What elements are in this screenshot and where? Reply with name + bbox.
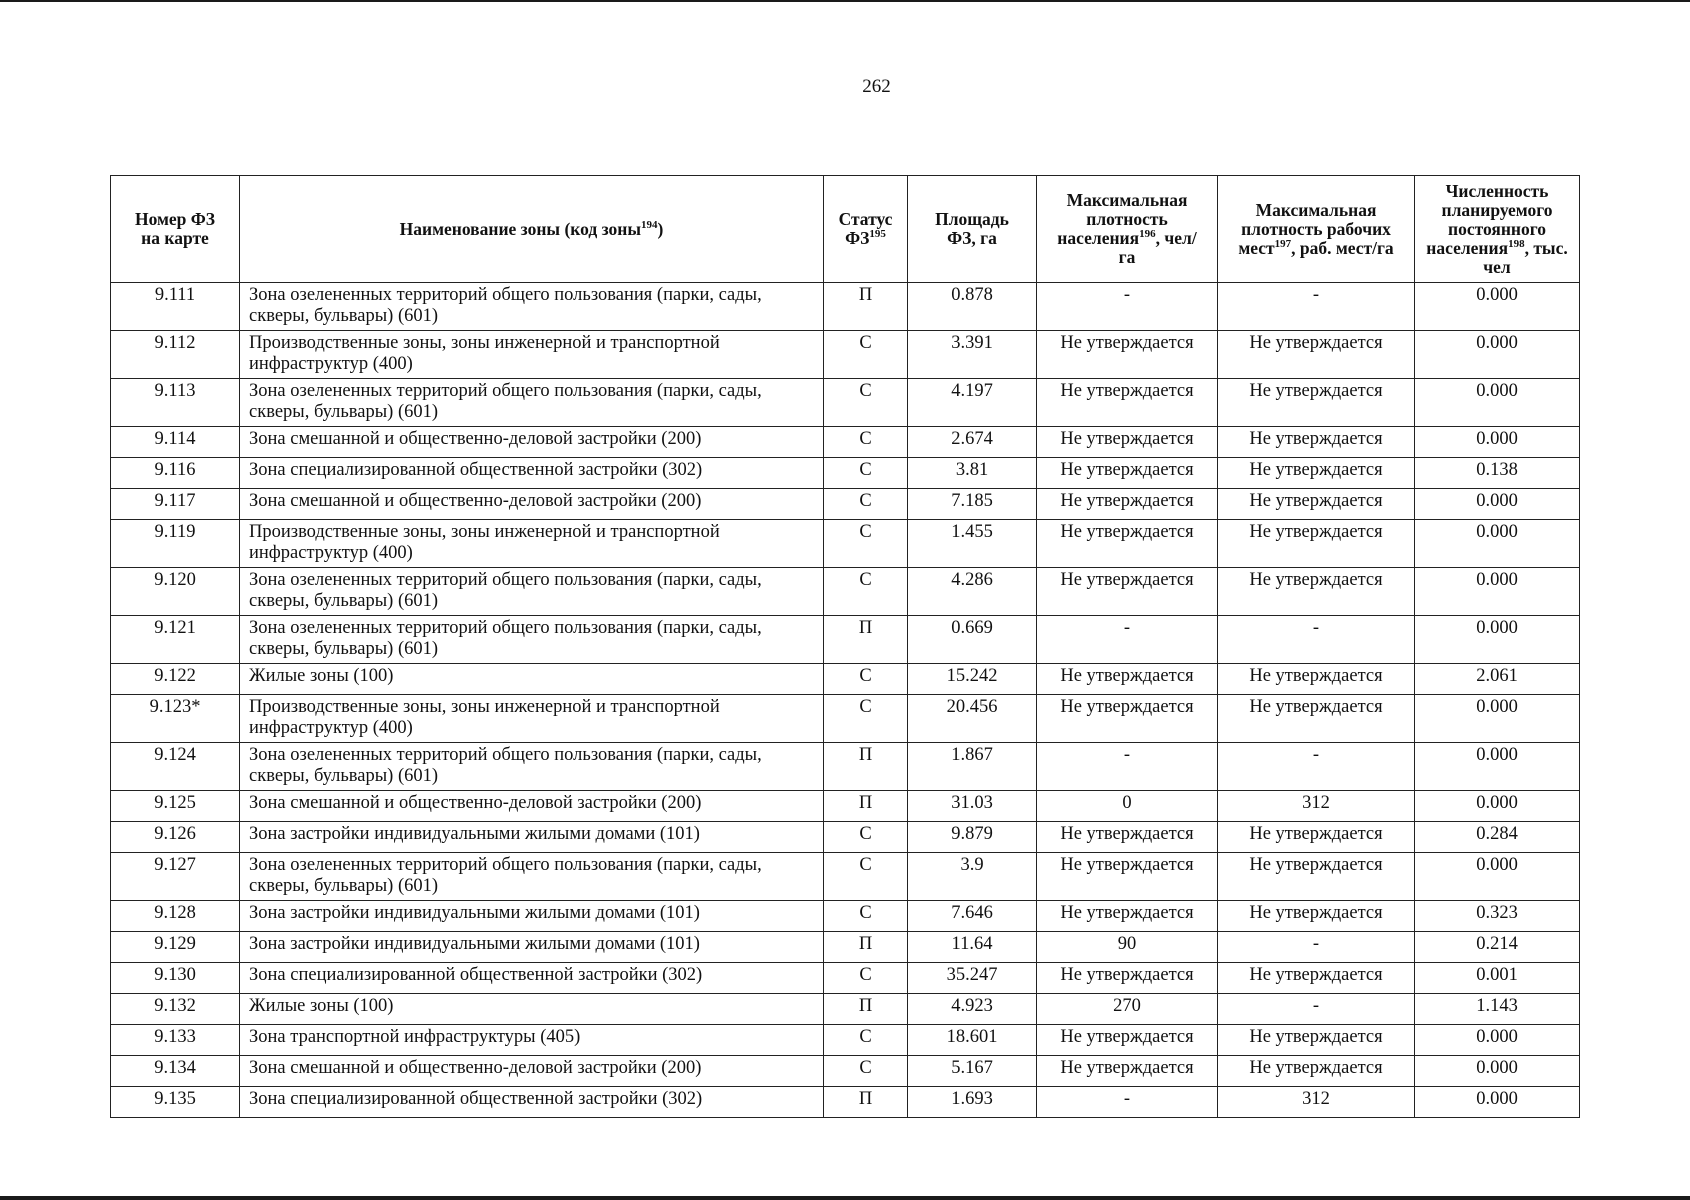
zone-number-cell: 9.111 xyxy=(111,283,240,331)
zone-status-cell: С xyxy=(824,664,908,695)
zone-status-cell: П xyxy=(824,283,908,331)
pop-density-cell: Не утверждается xyxy=(1037,458,1218,489)
zone-number-cell: 9.126 xyxy=(111,822,240,853)
zone-number-cell: 9.128 xyxy=(111,901,240,932)
pop-density-cell: 270 xyxy=(1037,994,1218,1025)
job-density-cell: - xyxy=(1218,743,1415,791)
table-row xyxy=(111,901,1580,932)
table-row xyxy=(111,963,1580,994)
header-status-footnote: 195 xyxy=(869,228,886,241)
zone-number-cell: 9.112 xyxy=(111,331,240,379)
zone-area-cell: 1.455 xyxy=(908,520,1037,568)
zone-name-cell: Производственные зоны, зоны инженерной и транспортной инфраструктур (400) xyxy=(240,331,824,379)
header-pop-density-text: Максимальная плотность населения xyxy=(1057,190,1188,248)
table-row xyxy=(111,520,1580,568)
zone-status-cell: С xyxy=(824,1025,908,1056)
zone-number-cell: 9.122 xyxy=(111,664,240,695)
pop-density-cell: Не утверждается xyxy=(1037,963,1218,994)
pop-density-cell: 0 xyxy=(1037,791,1218,822)
table-row xyxy=(111,994,1580,1025)
pop-density-cell: Не утверждается xyxy=(1037,331,1218,379)
job-density-cell: Не утверждается xyxy=(1218,822,1415,853)
zone-name-cell: Зона специализированной общественной застройки (302) xyxy=(240,458,824,489)
header-population-footnote: 198 xyxy=(1508,237,1525,250)
zone-name-cell: Зона озелененных территорий общего пользования (парки, сады, скверы, бульвары) (601) xyxy=(240,743,824,791)
zone-status-cell: С xyxy=(824,520,908,568)
pop-density-cell: 90 xyxy=(1037,932,1218,963)
header-status xyxy=(824,176,908,283)
zone-status-cell: С xyxy=(824,822,908,853)
zone-name-cell: Производственные зоны, зоны инженерной и транспортной инфраструктур (400) xyxy=(240,695,824,743)
table-row xyxy=(111,743,1580,791)
zone-status-cell: П xyxy=(824,616,908,664)
population-cell: 0.000 xyxy=(1415,1025,1580,1056)
job-density-cell: Не утверждается xyxy=(1218,963,1415,994)
table-row xyxy=(111,379,1580,427)
zone-number-cell: 9.134 xyxy=(111,1056,240,1087)
zone-number-cell: 9.114 xyxy=(111,427,240,458)
zone-status-cell: С xyxy=(824,963,908,994)
zone-area-cell: 35.247 xyxy=(908,963,1037,994)
zone-number-cell: 9.127 xyxy=(111,853,240,901)
table-row xyxy=(111,791,1580,822)
zone-area-cell: 4.923 xyxy=(908,994,1037,1025)
pop-density-cell: - xyxy=(1037,616,1218,664)
zone-area-cell: 7.185 xyxy=(908,489,1037,520)
pop-density-cell: Не утверждается xyxy=(1037,568,1218,616)
zone-name-cell: Зона смешанной и общественно-деловой застройки (200) xyxy=(240,489,824,520)
zone-status-cell: П xyxy=(824,791,908,822)
zone-status-cell: П xyxy=(824,994,908,1025)
zone-number-cell: 9.121 xyxy=(111,616,240,664)
pop-density-cell: Не утверждается xyxy=(1037,1025,1218,1056)
zone-name-cell: Зона озелененных территорий общего пользования (парки, сады, скверы, бульвары) (601) xyxy=(240,568,824,616)
zone-area-cell: 18.601 xyxy=(908,1025,1037,1056)
zone-number-cell: 9.135 xyxy=(111,1087,240,1118)
pop-density-cell: Не утверждается xyxy=(1037,489,1218,520)
population-cell: 2.061 xyxy=(1415,664,1580,695)
pop-density-cell: Не утверждается xyxy=(1037,695,1218,743)
page-bottom-edge xyxy=(0,1196,1690,1200)
pop-density-cell: - xyxy=(1037,743,1218,791)
zone-status-cell: С xyxy=(824,853,908,901)
pop-density-cell: Не утверждается xyxy=(1037,427,1218,458)
table-row xyxy=(111,427,1580,458)
header-name-footnote: 194 xyxy=(641,218,658,231)
header-job-density-unit: , раб. мест/га xyxy=(1291,237,1394,258)
job-density-cell: - xyxy=(1218,616,1415,664)
pop-density-cell: Не утверждается xyxy=(1037,853,1218,901)
zone-area-cell: 20.456 xyxy=(908,695,1037,743)
zone-area-cell: 1.693 xyxy=(908,1087,1037,1118)
header-population xyxy=(1415,176,1580,283)
zone-area-cell: 3.9 xyxy=(908,853,1037,901)
header-name xyxy=(240,176,824,283)
header-name-text: Наименование зоны (код зоны xyxy=(399,218,642,239)
population-cell: 0.138 xyxy=(1415,458,1580,489)
zone-number-cell: 9.119 xyxy=(111,520,240,568)
header-row xyxy=(111,176,1580,283)
table-row xyxy=(111,1087,1580,1118)
pop-density-cell: Не утверждается xyxy=(1037,901,1218,932)
zone-area-cell: 1.867 xyxy=(908,743,1037,791)
zone-name-cell: Зона специализированной общественной застройки (302) xyxy=(240,1087,824,1118)
zone-status-cell: С xyxy=(824,901,908,932)
job-density-cell: - xyxy=(1218,283,1415,331)
zone-name-cell: Зона смешанной и общественно-деловой застройки (200) xyxy=(240,1056,824,1087)
header-area: Площадь ФЗ, га xyxy=(908,176,1037,283)
population-cell: 0.000 xyxy=(1415,520,1580,568)
header-status-text: Статус ФЗ xyxy=(838,209,893,248)
job-density-cell: 312 xyxy=(1218,1087,1415,1118)
zone-number-cell: 9.117 xyxy=(111,489,240,520)
zone-area-cell: 4.286 xyxy=(908,568,1037,616)
population-cell: 0.000 xyxy=(1415,616,1580,664)
table-row xyxy=(111,616,1580,664)
population-cell: 0.001 xyxy=(1415,963,1580,994)
zone-area-cell: 3.81 xyxy=(908,458,1037,489)
job-density-cell: Не утверждается xyxy=(1218,1056,1415,1087)
job-density-cell: Не утверждается xyxy=(1218,853,1415,901)
pop-density-cell: Не утверждается xyxy=(1037,520,1218,568)
table-row xyxy=(111,664,1580,695)
job-density-cell: Не утверждается xyxy=(1218,458,1415,489)
job-density-cell: Не утверждается xyxy=(1218,379,1415,427)
pop-density-cell: Не утверждается xyxy=(1037,822,1218,853)
zone-name-cell: Зона смешанной и общественно-деловой застройки (200) xyxy=(240,791,824,822)
pop-density-cell: Не утверждается xyxy=(1037,1056,1218,1087)
header-pop-density-unit: , чел/га xyxy=(1118,228,1197,267)
job-density-cell: Не утверждается xyxy=(1218,489,1415,520)
zone-status-cell: П xyxy=(824,743,908,791)
zone-name-cell: Зона озелененных территорий общего пользования (парки, сады, скверы, бульвары) (601) xyxy=(240,853,824,901)
pop-density-cell: - xyxy=(1037,1087,1218,1118)
table-body xyxy=(111,283,1580,1118)
zone-number-cell: 9.113 xyxy=(111,379,240,427)
zone-status-cell: С xyxy=(824,1056,908,1087)
page-top-edge xyxy=(0,0,1690,2)
zone-name-cell: Зона застройки индивидуальными жилыми домами (101) xyxy=(240,932,824,963)
zone-area-cell: 4.197 xyxy=(908,379,1037,427)
population-cell: 0.000 xyxy=(1415,791,1580,822)
table-row xyxy=(111,331,1580,379)
zone-name-cell: Зона озелененных территорий общего пользования (парки, сады, скверы, бульвары) (601) xyxy=(240,616,824,664)
table-row xyxy=(111,568,1580,616)
header-number: Номер ФЗ на карте xyxy=(111,176,240,283)
zone-area-cell: 7.646 xyxy=(908,901,1037,932)
table-row xyxy=(111,1025,1580,1056)
header-job-density-text: Максимальная плотность рабочих мест xyxy=(1238,199,1391,258)
zone-area-cell: 15.242 xyxy=(908,664,1037,695)
zone-status-cell: С xyxy=(824,695,908,743)
zone-number-cell: 9.133 xyxy=(111,1025,240,1056)
header-pop-density xyxy=(1037,176,1218,283)
zone-status-cell: С xyxy=(824,458,908,489)
zone-name-cell: Зона транспортной инфраструктуры (405) xyxy=(240,1025,824,1056)
job-density-cell: Не утверждается xyxy=(1218,664,1415,695)
population-cell: 0.000 xyxy=(1415,568,1580,616)
population-cell: 0.000 xyxy=(1415,853,1580,901)
table-row xyxy=(111,283,1580,331)
zone-area-cell: 0.878 xyxy=(908,283,1037,331)
zone-number-cell: 9.120 xyxy=(111,568,240,616)
zone-area-cell: 11.64 xyxy=(908,932,1037,963)
zone-status-cell: С xyxy=(824,331,908,379)
zone-name-cell: Производственные зоны, зоны инженерной и транспортной инфраструктур (400) xyxy=(240,520,824,568)
table-row xyxy=(111,458,1580,489)
population-cell: 0.000 xyxy=(1415,331,1580,379)
zone-name-cell: Жилые зоны (100) xyxy=(240,994,824,1025)
pop-density-cell: Не утверждается xyxy=(1037,664,1218,695)
zone-name-cell: Зона застройки индивидуальными жилыми домами (101) xyxy=(240,901,824,932)
zone-name-cell: Зона специализированной общественной застройки (302) xyxy=(240,963,824,994)
zone-number-cell: 9.116 xyxy=(111,458,240,489)
zone-status-cell: С xyxy=(824,568,908,616)
header-job-density-footnote: 197 xyxy=(1274,237,1292,250)
population-cell: 0.000 xyxy=(1415,379,1580,427)
job-density-cell: Не утверждается xyxy=(1218,427,1415,458)
table-header xyxy=(111,176,1580,283)
job-density-cell: Не утверждается xyxy=(1218,901,1415,932)
zone-area-cell: 2.674 xyxy=(908,427,1037,458)
job-density-cell: - xyxy=(1218,994,1415,1025)
zone-number-cell: 9.130 xyxy=(111,963,240,994)
population-cell: 0.000 xyxy=(1415,489,1580,520)
zone-name-cell: Зона смешанной и общественно-деловой застройки (200) xyxy=(240,427,824,458)
zone-area-cell: 3.391 xyxy=(908,331,1037,379)
zone-number-cell: 9.123* xyxy=(111,695,240,743)
table-row xyxy=(111,853,1580,901)
zone-name-cell: Зона застройки индивидуальными жилыми домами (101) xyxy=(240,822,824,853)
population-cell: 0.000 xyxy=(1415,427,1580,458)
zone-status-cell: П xyxy=(824,932,908,963)
table-row xyxy=(111,822,1580,853)
zone-status-cell: С xyxy=(824,489,908,520)
pop-density-cell: - xyxy=(1037,283,1218,331)
population-cell: 0.000 xyxy=(1415,1087,1580,1118)
pop-density-cell: Не утверждается xyxy=(1037,379,1218,427)
page-number: 262 xyxy=(862,76,891,97)
population-cell: 0.000 xyxy=(1415,743,1580,791)
header-name-tail: ) xyxy=(657,218,664,239)
population-cell: 0.323 xyxy=(1415,901,1580,932)
zone-number-cell: 9.132 xyxy=(111,994,240,1025)
population-cell: 0.000 xyxy=(1415,283,1580,331)
zone-number-cell: 9.129 xyxy=(111,932,240,963)
population-cell: 1.143 xyxy=(1415,994,1580,1025)
job-density-cell: Не утверждается xyxy=(1218,1025,1415,1056)
header-population-text: Численность планируемого постоянного населения xyxy=(1426,180,1553,258)
zone-area-cell: 31.03 xyxy=(908,791,1037,822)
table-row xyxy=(111,932,1580,963)
zone-number-cell: 9.124 xyxy=(111,743,240,791)
zone-status-cell: С xyxy=(824,379,908,427)
header-pop-density-footnote: 196 xyxy=(1139,228,1156,241)
job-density-cell: Не утверждается xyxy=(1218,331,1415,379)
zone-status-cell: С xyxy=(824,427,908,458)
zone-area-cell: 0.669 xyxy=(908,616,1037,664)
zones-table xyxy=(110,175,1580,1118)
header-population-unit: , тыс. чел xyxy=(1483,237,1568,277)
zone-name-cell: Жилые зоны (100) xyxy=(240,664,824,695)
job-density-cell: - xyxy=(1218,932,1415,963)
job-density-cell: Не утверждается xyxy=(1218,568,1415,616)
table-row xyxy=(111,1056,1580,1087)
population-cell: 0.214 xyxy=(1415,932,1580,963)
zone-status-cell: П xyxy=(824,1087,908,1118)
zone-name-cell: Зона озелененных территорий общего пользования (парки, сады, скверы, бульвары) (601) xyxy=(240,379,824,427)
population-cell: 0.284 xyxy=(1415,822,1580,853)
zone-area-cell: 9.879 xyxy=(908,822,1037,853)
population-cell: 0.000 xyxy=(1415,695,1580,743)
job-density-cell: Не утверждается xyxy=(1218,520,1415,568)
zone-area-cell: 5.167 xyxy=(908,1056,1037,1087)
table-row xyxy=(111,695,1580,743)
zone-name-cell: Зона озелененных территорий общего пользования (парки, сады, скверы, бульвары) (601) xyxy=(240,283,824,331)
population-cell: 0.000 xyxy=(1415,1056,1580,1087)
zone-number-cell: 9.125 xyxy=(111,791,240,822)
table-row xyxy=(111,489,1580,520)
header-job-density xyxy=(1218,176,1415,283)
job-density-cell: Не утверждается xyxy=(1218,695,1415,743)
job-density-cell: 312 xyxy=(1218,791,1415,822)
